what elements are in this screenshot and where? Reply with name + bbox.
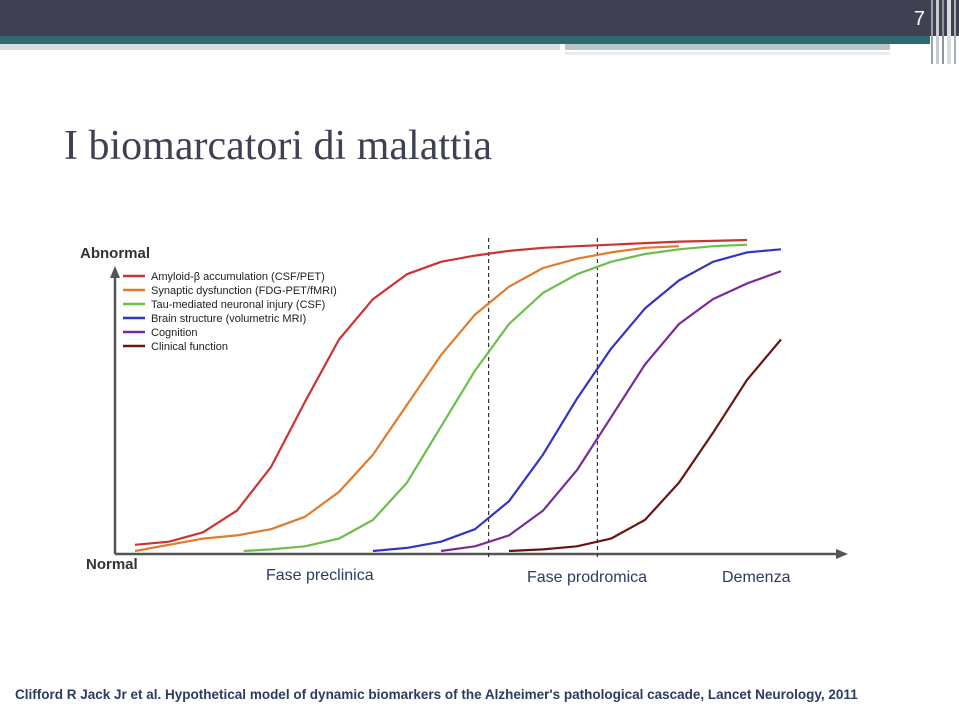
decorative-stripes (931, 0, 959, 64)
legend-label-6: Clinical function (151, 341, 229, 353)
legend-label-3: Tau-mediated neuronal injury (CSF) (151, 299, 326, 311)
slide-header-bar (0, 0, 959, 36)
legend-label-2: Synaptic dysfunction (FDG-PET/fMRI) (151, 285, 337, 297)
citation: Clifford R Jack Jr et al. Hypothetical model of dynamic biomarkers of the Alzheimer's pathological cascade, Lancet Neurology, 2011 (15, 687, 858, 702)
phase-label-preclinical: Fase preclinica (266, 567, 374, 584)
x-axis-arrow (836, 549, 848, 559)
legend-label-1: Amyloid-β accumulation (CSF/PET) (151, 271, 325, 283)
header-accent-band (0, 36, 930, 44)
legend-label-5: Cognition (151, 327, 198, 339)
series-line-4 (373, 249, 781, 551)
y-axis-arrow (110, 266, 120, 278)
header-rule-right-thin (565, 52, 890, 55)
header-rule-left (0, 44, 560, 50)
biomarker-chart (80, 238, 860, 578)
y-label-bottom: Normal (86, 556, 138, 573)
series-line-5 (441, 271, 781, 551)
header-rule-right (565, 44, 890, 50)
legend-label-4: Brain structure (volumetric MRI) (151, 313, 307, 325)
phase-label-prodromal: Fase prodromica (527, 569, 648, 586)
slide-title: I biomarcatori di malattia (64, 123, 492, 169)
phase-label-dementia: Demenza (722, 569, 791, 586)
y-label-top: Abnormal (80, 245, 151, 262)
slide-number: 7 (913, 8, 925, 30)
